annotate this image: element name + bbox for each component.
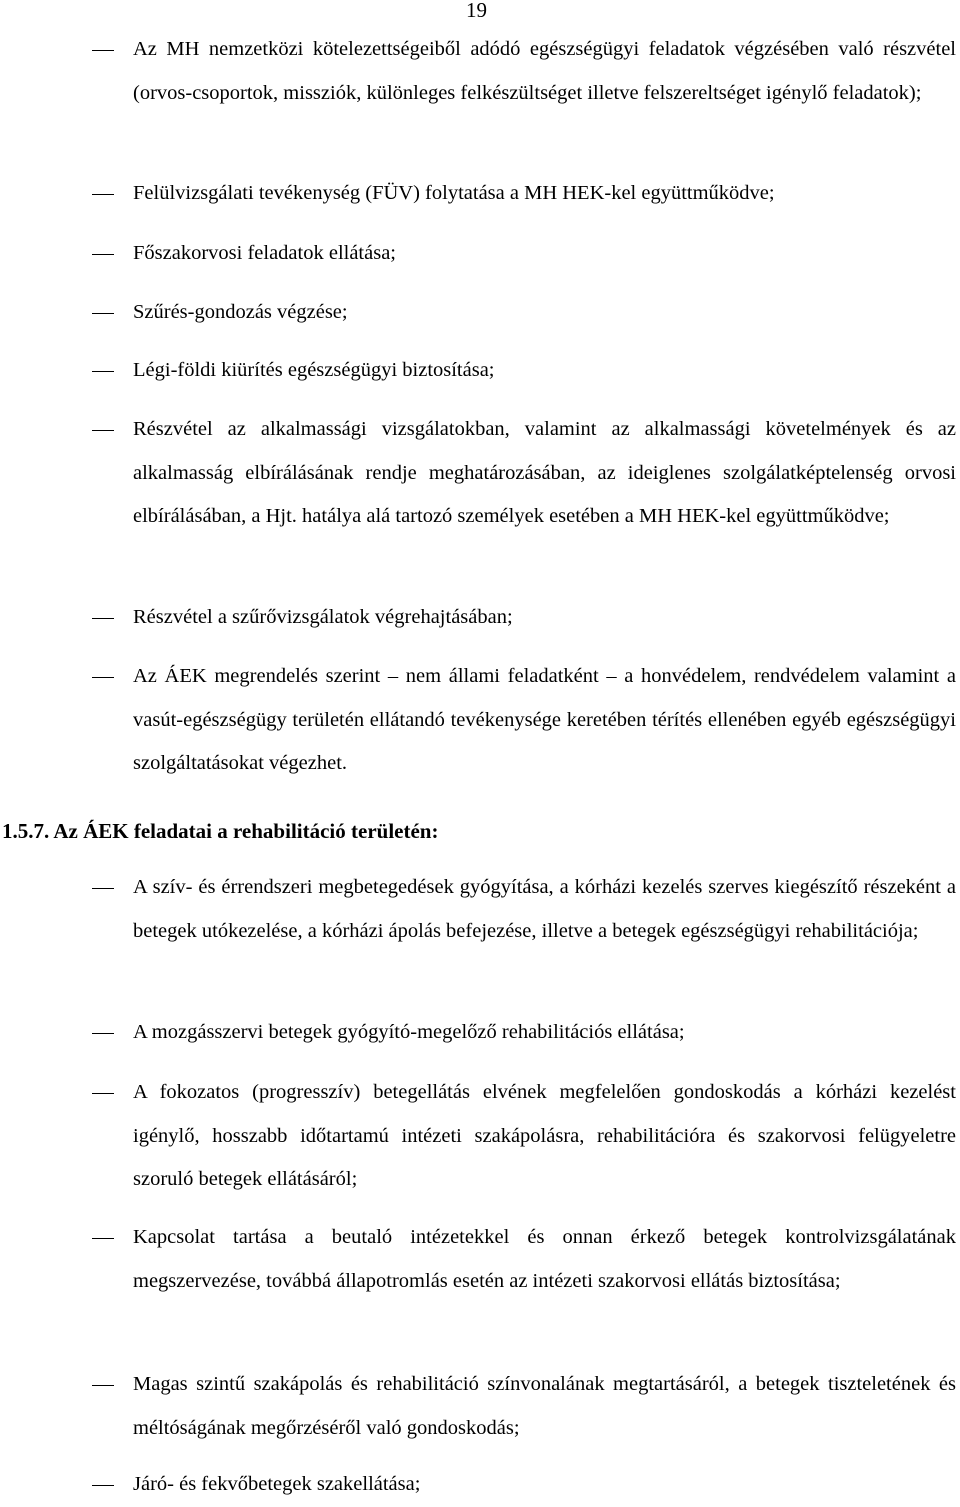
dash-bullet-icon	[92, 677, 114, 678]
list-item-text: Felülvizsgálati tevékenység (FÜV) folytatása a MH HEK-kel együttműködve;	[133, 182, 775, 204]
page-number: 19	[466, 0, 487, 22]
dash-bullet-icon	[92, 430, 114, 431]
dash-bullet-icon	[92, 1033, 114, 1034]
dash-bullet-icon	[92, 1385, 114, 1386]
dash-bullet-icon	[92, 313, 114, 314]
list-item-text: Járó- és fekvőbetegek szakellátása;	[133, 1473, 421, 1495]
dash-bullet-icon	[92, 618, 114, 619]
list-item-text: Szűrés-gondozás végzése;	[133, 301, 348, 323]
list-item-text: Részvétel a szűrővizsgálatok végrehajtásában;	[133, 606, 513, 628]
list-item-text: Főszakorvosi feladatok ellátása;	[133, 242, 396, 264]
dash-bullet-icon	[92, 254, 114, 255]
list-item-text: A fokozatos (progresszív) betegellátás elvének megfelelően gondoskodás a kórházi kezelést igénylő, hosszabb időtartamú intézeti szakápolásra, rehabilitációra és szakorvosi felügyeletre szoruló betegek ellátásáról;	[133, 1081, 956, 1190]
dash-bullet-icon	[92, 888, 114, 889]
list-item-text: Az MH nemzetközi kötelezettségeiből adódó egészségügyi feladatok végzésében való részvétel (orvos-csoportok, missziók, különleges felkészültséget illetve felszereltséget igénylő feladatok);	[133, 38, 956, 104]
dash-bullet-icon	[92, 371, 114, 372]
list-item-text: A szív- és érrendszeri megbetegedések gyógyítása, a kórházi kezelés szerves kiegészítő részeként a betegek utókezelése, a kórházi ápolás befejezése, illetve a betegek egészségügyi rehabilitációja;	[133, 876, 956, 942]
dash-bullet-icon	[92, 1238, 114, 1239]
list-item-text: Részvétel az alkalmassági vizsgálatokban, valamint az alkalmassági követelmények és az alkalmasság elbírálásának rendje meghatározásában, az ideiglenes szolgálatképtelenség orvosi elbírálásában, a Hjt. hatálya alá tartozó személyek esetében a MH HEK-kel együttműködve;	[133, 418, 956, 527]
list-item-text: Magas szintű szakápolás és rehabilitáció színvonalának megtartásáról, a betegek tiszteletének és méltóságának megőrzéséről való gondoskodás;	[133, 1373, 956, 1439]
dash-bullet-icon	[92, 1485, 114, 1486]
dash-bullet-icon	[92, 50, 114, 51]
dash-bullet-icon	[92, 1093, 114, 1094]
section-heading: 1.5.7. Az ÁEK feladatai a rehabilitáció területén:	[2, 819, 439, 843]
dash-bullet-icon	[92, 194, 114, 195]
list-item-text: Kapcsolat tartása a beutaló intézetekkel és onnan érkező betegek kontrolvizsgálatának megszervezése, továbbá állapotromlás esetén az intézeti szakorvosi ellátás biztosítása;	[133, 1226, 956, 1292]
list-item-text: A mozgásszervi betegek gyógyító-megelőző rehabilitációs ellátása;	[133, 1021, 685, 1043]
list-item-text: Az ÁEK megrendelés szerint – nem állami feladatként – a honvédelem, rendvédelem valamint a vasút-egészségügy területén ellátandó tevékenysége keretében térítés ellenében egyéb egészségügyi szolgáltatásokat végezhet.	[133, 665, 956, 774]
list-item-text: Légi-földi kiürítés egészségügyi biztosítása;	[133, 359, 495, 381]
